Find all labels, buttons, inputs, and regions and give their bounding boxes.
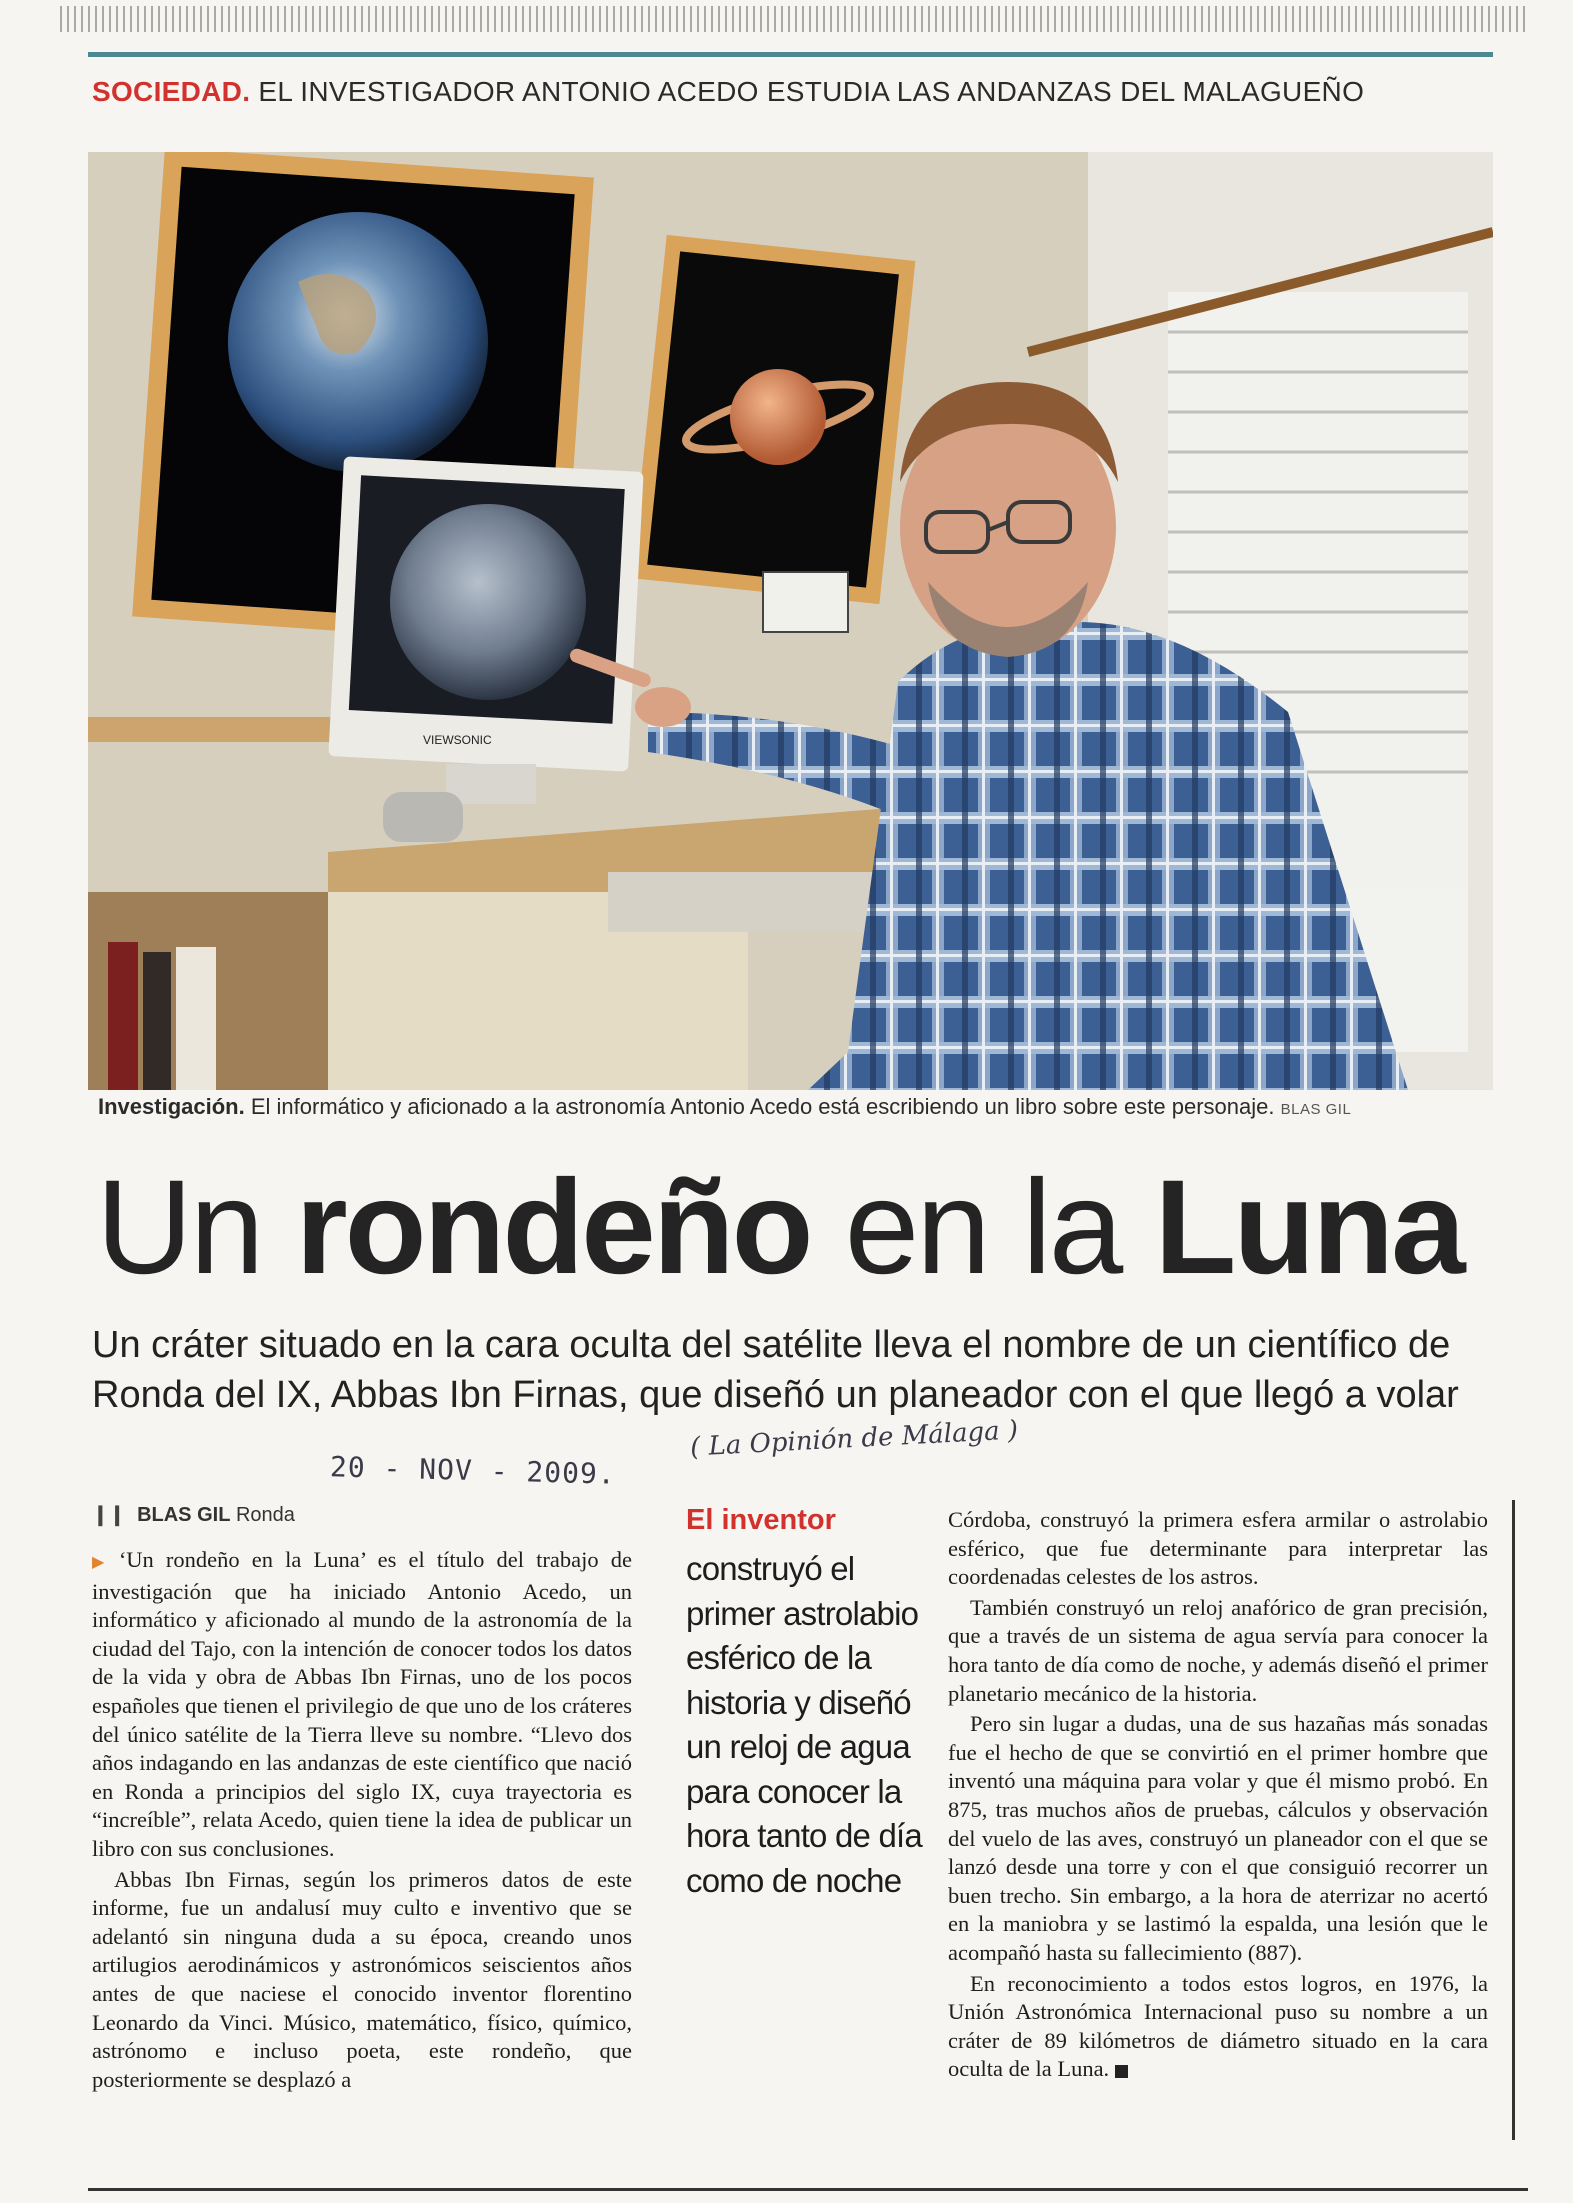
paragraph: Abbas Ibn Firnas, según los primeros datos de este informe, fue un andalusí muy culto e inventivo que se adelantó sin ninguna duda a su época, creando unos artilugios aerodinámicos y astronómicos seiscientos años antes de que naciese el conocido inventor florentino Leonardo da Vinci. Músico, matemático, físico, químico, astrónomo e incluso poeta, este rondeño, que posteriormente se desplazó a	[92, 1866, 632, 2092]
pull-quote-text: construyó el primer astrolabio esférico de la historia y diseñó un reloj de agua para conocer la hora tanto de día como de noche	[686, 1550, 922, 1899]
section-text: EL INVESTIGADOR ANTONIO ACEDO ESTUDIA LAS ANDANZAS DEL MALAGUEÑO	[258, 76, 1365, 107]
lead-arrow-icon: ▶	[92, 1554, 111, 1571]
photo-caption	[98, 1094, 1488, 1120]
article-column-2	[948, 1506, 1488, 2084]
paragraph	[948, 1970, 1488, 2084]
photo	[88, 152, 1493, 1090]
handwritten-date: 20 - NOV - 2009.	[329, 1450, 617, 1491]
end-mark-icon	[1115, 2065, 1128, 2078]
pull-quote	[686, 1504, 926, 1903]
caption-lead: Investigación.	[98, 1094, 245, 1119]
paragraph-text: ‘Un rondeño en la Luna’ es el título del trabajo de investigación que ha iniciado Antonio Acedo, un informático y aficionado al mundo de la astronomía de la ciudad del Tajo, con la intención de conocer todos los datos de la vida y obra de Abbas Ibn Firnas, uno de los pocos españoles que tienen el privilegio de que uno de los cráteres del único satélite de la Tierra lleve su nombre. “Llevo dos años indagando en las andanzas de este científico que nació en Ronda a principios del siglo IX, cuya trayectoria es “increíble”, relata Acedo, quien tiene la idea de publicar un libro con sus conclusiones.	[92, 1547, 632, 1861]
bottom-rule	[88, 2188, 1528, 2191]
subheadline: Un cráter situado en la cara oculta del satélite lleva el nombre de un científico de Ronda del IX, Abbas Ibn Firnas, que diseñó un planeador con el que llegó a volar	[92, 1324, 1459, 1416]
headline	[96, 1153, 1496, 1302]
byline	[92, 1502, 295, 1527]
byline-place: Ronda	[235, 1504, 295, 1526]
paragraph-text: En reconocimiento a todos estos logros, en 1976, la Unión Astronómica Internacional puso su nombre a un cráter de 89 kilómetros de diámetro situado en la cara oculta de la Luna.	[948, 1970, 1488, 2082]
article-column-1	[92, 1546, 632, 2094]
caption-text: El informático y aficionado a la astronomía Antonio Acedo está escribiendo un libro sobre este personaje.	[250, 1094, 1275, 1119]
paragraph: También construyó un reloj anafórico de gran precisión, que a través de un sistema de agua servía para conocer la hora tanto de día como de noche, y además diseñó el primer planetario mecánico de la historia.	[948, 1594, 1488, 1706]
paragraph	[92, 1546, 632, 1864]
pull-quote-title: El inventor	[686, 1504, 836, 1536]
paragraph: Córdoba, construyó la primera esfera armilar o astrolabio esférico, que fue determinante para interpretar las coordenadas celestes de los astros.	[948, 1507, 1488, 1590]
handwritten-source-note: ( La Opinión de Málaga )	[689, 1415, 1019, 1463]
scan-edge	[60, 6, 1530, 32]
byline-bars-icon: ❙❙	[92, 1504, 126, 1526]
top-rule	[88, 52, 1493, 57]
page-edge-line	[1512, 1500, 1515, 2140]
byline-author: BLAS GIL	[137, 1504, 231, 1526]
headline-part-3: en la	[810, 1153, 1155, 1302]
paragraph: Pero sin lugar a dudas, una de sus hazañas más sonadas fue el hecho de que se convirtió en el primer hombre que inventó una máquina para volar y que él mismo probó. En 875, tras muchos años de pruebas, cálculos y observación del vuelo de las aves, construyó un planeador con el que se lanzó desde una torre y con el que consiguió recorrer un buen trecho. Sin embargo, a la hora de aterrizar no acertó en la maniobra y se lastimó la espalda, una lesión que le acompañó hasta su fallecimiento (887).	[948, 1711, 1488, 1965]
headline-part-1: Un	[96, 1153, 296, 1302]
monitor-brand: VIEWSONIC	[423, 733, 492, 747]
section-kicker: SOCIEDAD.	[92, 76, 251, 107]
caption-credit: BLAS GIL	[1280, 1101, 1352, 1118]
section-line	[92, 76, 1492, 108]
headline-part-4: Luna	[1154, 1153, 1463, 1302]
photo-illustration	[88, 152, 1493, 1090]
headline-part-2: rondeño	[295, 1153, 811, 1302]
